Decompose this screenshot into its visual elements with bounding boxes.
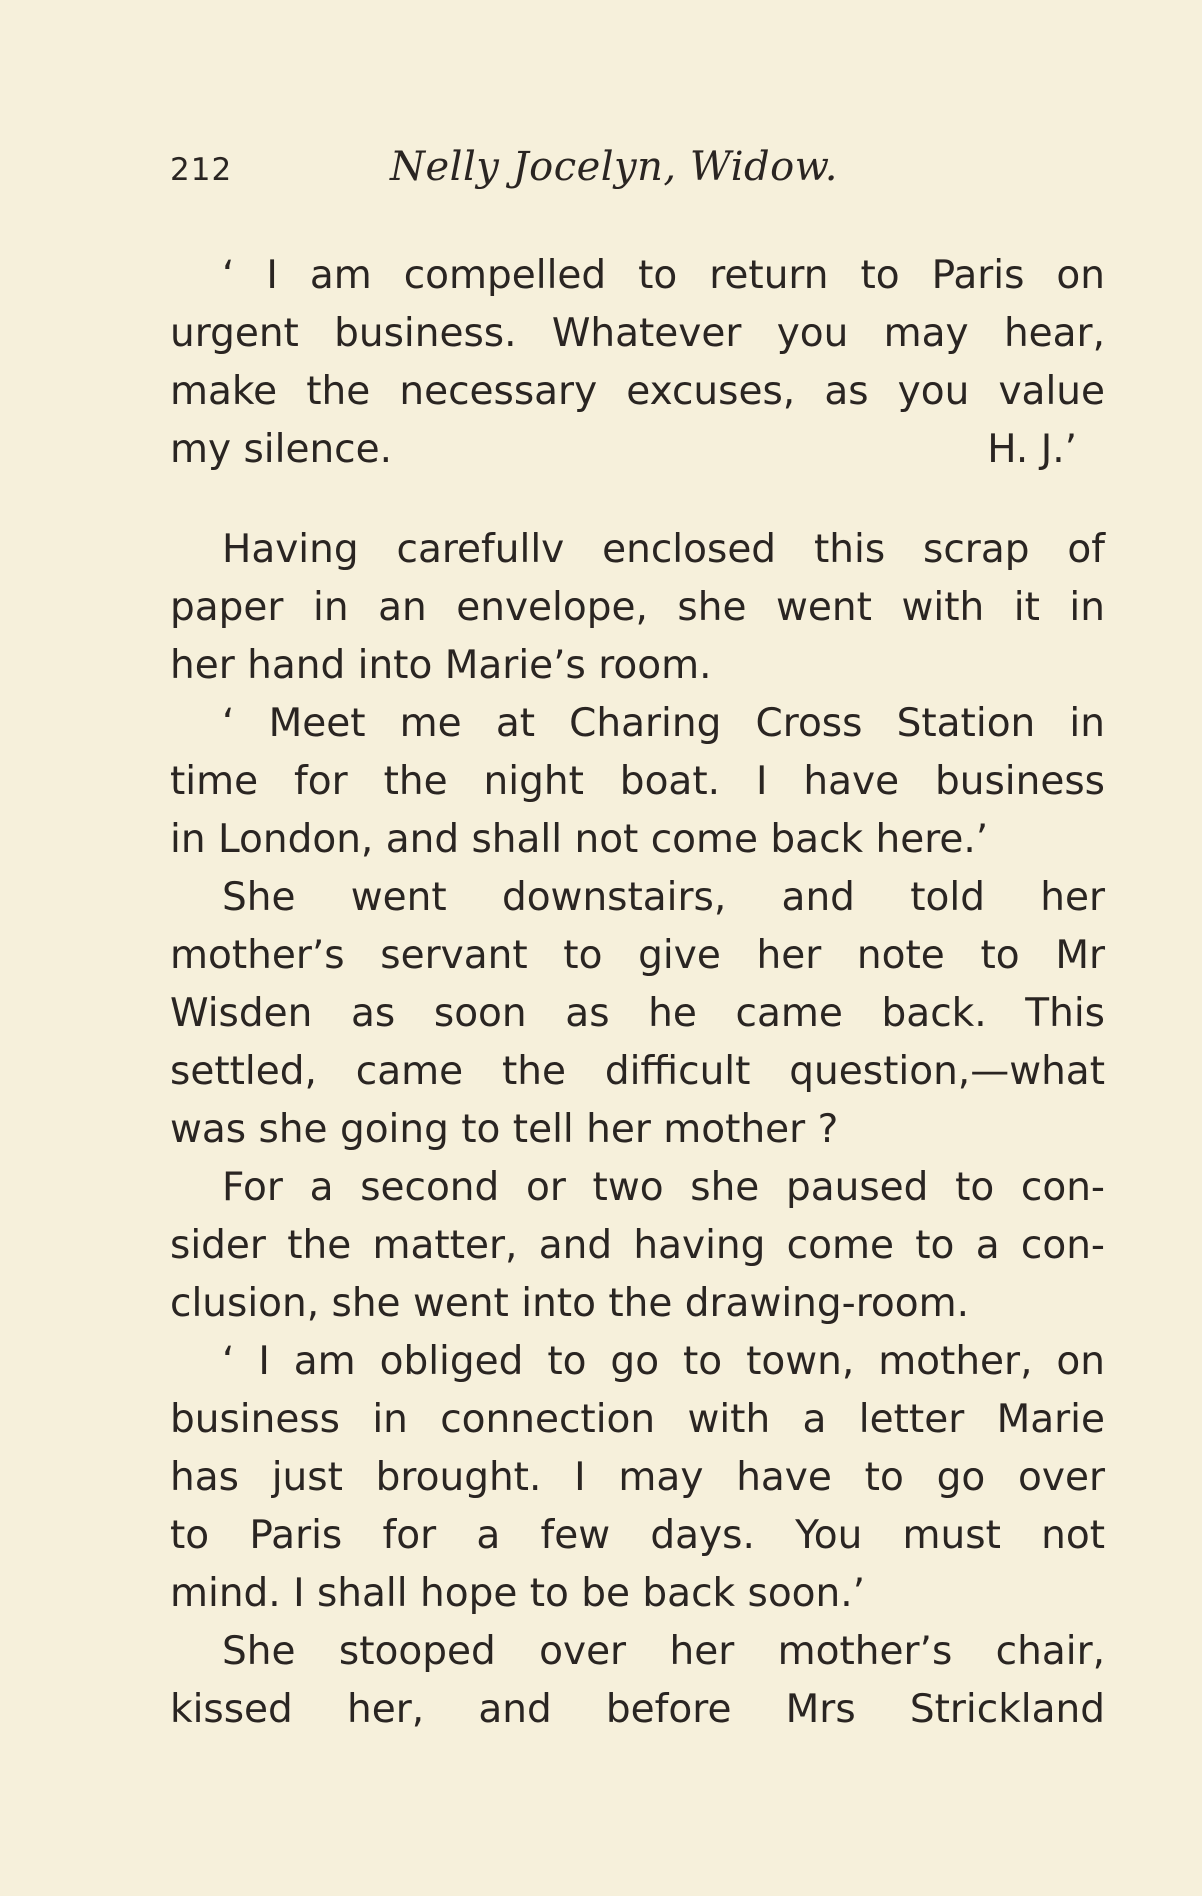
letter-closing-line [170,421,1105,479]
running-head [170,144,1100,200]
text-line: kissed her, and before Mrs Strickland [170,1687,1105,1732]
text-line: clusion, she went into the drawing-room. [170,1281,970,1326]
page-text [170,247,1105,1739]
text-line: settled, came the difficult question,—what [170,1049,1105,1094]
book-title: Nelly Jocelyn, Widow. [390,144,838,190]
text-line: her hand into Marie’s room. [170,643,712,688]
text-line: in London, and shall not come back here.’ [170,817,989,862]
text-line: paper in an envelope, she went with it in [170,585,1105,630]
text-line: ‘ Meet me at Charing Cross Station in [222,701,1105,746]
text-line: Having carefullv enclosed this scrap of [222,527,1105,572]
letter-line: make the necessary excuses, as you value [170,369,1105,414]
text-line: to Paris for a few days. You must not [170,1513,1105,1558]
letter-line: ‘ I am compelled to return to Paris on [222,253,1105,298]
text-line: has just brought. I may have to go over [170,1455,1105,1500]
text-line: She stooped over her mother’s chair, [222,1629,1105,1674]
text-line: ‘ I am obliged to go to town, mother, on [222,1339,1105,1384]
text-line: sider the matter, and having come to a con- [170,1223,1105,1268]
letter-line: urgent business. Whatever you may hear, [170,311,1105,356]
text-line: For a second or two she paused to con- [222,1165,1105,1210]
text-line: business in connection with a letter Marie [170,1397,1105,1442]
letter-signature: H. J.’ [987,427,1077,472]
paragraph-gap [170,479,1105,521]
text-line: time for the night boat. I have business [170,759,1105,804]
letter-line: my silence. [170,427,393,472]
text-line: Wisden as soon as he came back. This [170,991,1105,1036]
text-line: mother’s servant to give her note to Mr [170,933,1105,978]
text-line: She went downstairs, and told her [222,875,1105,920]
text-line: mind. I shall hope to be back soon.’ [170,1571,866,1616]
page-number: 212 [170,152,233,188]
text-line: was she going to tell her mother ? [170,1107,839,1152]
